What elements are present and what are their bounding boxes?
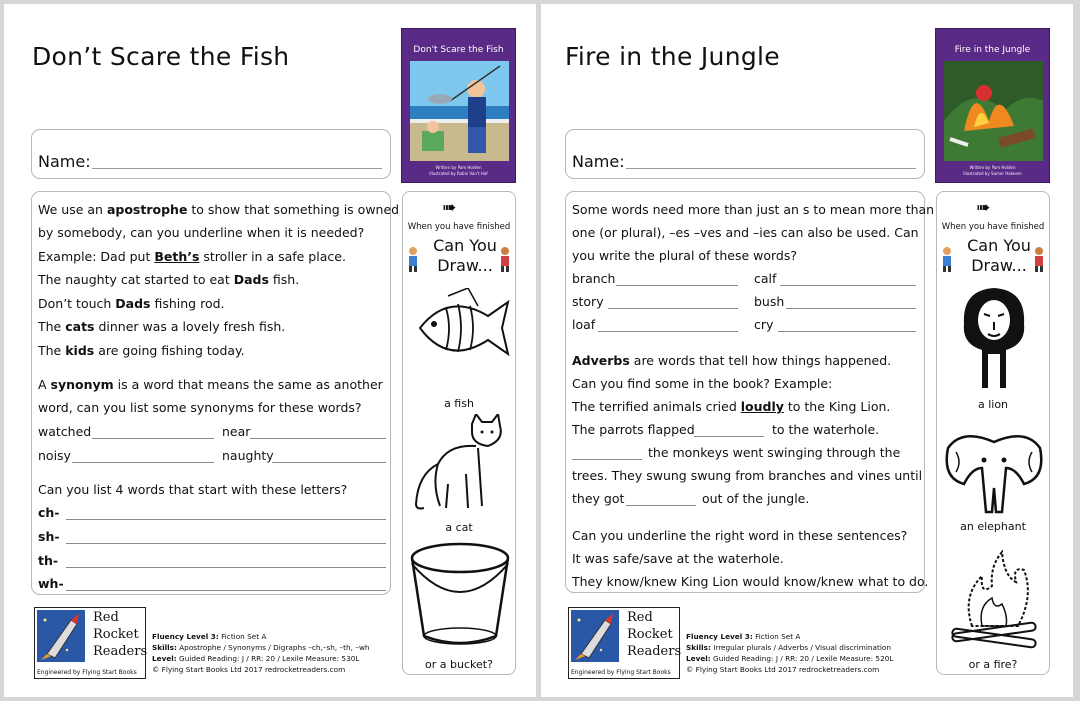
logo-engineered: Engineered by Flying Start Books [571,669,671,676]
instruction-line [572,353,891,369]
letter-label: ch- [38,505,60,520]
info-line [686,653,893,664]
instruction-line: Some words need more than just an s to mean more than [572,202,935,217]
answer-line[interactable] [598,331,738,332]
name-label: Name: [38,152,91,171]
logo-word: Red [627,610,653,625]
example-line [572,399,890,415]
footer [568,607,938,679]
text: The [38,343,66,358]
title-line: Can You [967,236,1031,255]
answer-line[interactable] [694,436,764,437]
answer-line[interactable] [72,462,214,463]
footer [34,607,404,679]
can-you-draw-title [425,236,505,276]
info-line [686,642,893,653]
answer-line[interactable] [780,285,916,286]
logo-word: Readers [627,644,682,659]
answer-line[interactable] [66,519,386,520]
bold-term: cats [65,319,95,334]
worksheet-page-left [4,4,536,697]
example-line [38,249,346,265]
info-label: Fluency Level 3: [152,632,219,641]
info-label: Fluency Level 3: [686,632,753,641]
sentence-line: The parrots flapped [572,422,695,437]
bold-term: Adverbs [572,353,630,368]
letter-label: th- [38,553,59,568]
elephant-drawing [942,428,1046,514]
sentence-line: out of the jungle. [702,491,810,506]
book-info [686,631,893,675]
instruction-line: by somebody, can you underline when it is needed? [38,225,365,240]
name-line[interactable] [626,168,916,169]
info-line [686,631,893,642]
text: A [38,377,51,392]
answer-line[interactable] [572,459,642,460]
instruction-line: one (or plural), –es –ves and –ies can also be used. Can [572,225,919,240]
finished-note: When you have finished [941,222,1045,232]
name-label: Name: [572,152,625,171]
book-cover [935,28,1050,183]
sentence-line [38,319,285,335]
child-icon [941,246,953,272]
page-title: Fire in the Jungle [565,42,780,71]
cover-credit: Written by Pam Holden [435,165,482,170]
info-text: Fiction Set A [752,632,801,641]
info-line [152,631,370,642]
info-label: Skills: [152,643,177,652]
rocket-icon [37,610,85,662]
name-box [565,129,925,179]
info-text: Guided Reading: J / RR: 20 / Lexile Measure: 530L [176,654,360,663]
arrow-icon: ➠ [442,198,457,218]
text: are going fishing today. [94,343,245,358]
word-label: bush [754,294,785,309]
worksheet-page-right [541,4,1073,697]
answer-line[interactable] [66,567,386,568]
logo-word: Readers [93,644,148,659]
bold-term: Dads [115,296,151,311]
info-line [152,653,370,664]
instruction-line: word, can you list some synonyms for these words? [38,400,362,415]
logo-word: Rocket [93,627,139,642]
cover-title: Don't Scare the Fish [413,45,504,55]
word-label: branch [572,271,616,286]
info-text: Apostrophe / Synonyms / Digraphs –ch,–sh, –th, –wh [176,643,370,652]
exercise-box [31,191,400,595]
answer-line[interactable] [66,543,386,544]
drawing-caption: a lion [977,398,1009,411]
child-icon [407,246,419,272]
answer-line[interactable] [626,505,696,506]
answer-line[interactable] [616,285,738,286]
logo-word: Red [93,610,119,625]
text: fishing rod. [150,296,225,311]
sentence-line [38,272,299,288]
instruction-line: Can you find some in the book? Example: [572,376,833,391]
letter-label: wh- [38,576,64,591]
bucket-drawing [408,540,512,648]
word-label: noisy [38,448,71,463]
book-info [152,631,370,675]
sentence-line: They know/knew King Lion would know/knew what to do. [572,574,929,589]
word-label: story [572,294,604,309]
text: to the King Lion. [783,399,891,414]
title-line: Draw... [437,256,493,275]
info-line [152,664,370,675]
sentence-line: the monkeys went swinging through the [648,445,901,460]
bold-term: apostrophe [106,202,188,217]
finished-note: When you have finished [407,222,511,232]
bold-term: synonym [50,377,114,392]
word-label: loaf [572,317,596,332]
book-cover [401,28,516,183]
text: Don’t touch [38,296,116,311]
word-label: naughty [222,448,274,463]
sentence-line: trees. They swung swung from branches and vines until [572,468,923,483]
text: The terrified animals cried [572,399,741,414]
drawing-panel [936,191,1050,675]
word-label: watched [38,424,92,439]
sentence-line: It was safe/save at the waterhole. [572,551,784,566]
instruction-line [38,202,399,218]
letter-label: sh- [38,529,60,544]
text: are words that tell how things happened. [629,353,892,368]
instruction-line: Can you list 4 words that start with these letters? [38,482,348,497]
drawing-caption: or a fire? [968,658,1018,671]
bold-term: Dads [233,272,269,287]
sentence-line [38,343,245,359]
sentence-line [38,296,225,312]
logo-word: Rocket [627,627,673,642]
sentence-line: they got [572,491,625,506]
red-rocket-readers-logo [34,607,146,679]
red-rocket-readers-logo [568,607,680,679]
text: stroller in a safe place. [199,249,346,264]
text: is a word that means the same as another [113,377,383,392]
exercise-box [565,191,935,593]
drawing-caption: a cat [445,521,473,534]
cover-title: Fire in the Jungle [954,45,1031,55]
cover-illustration [944,61,1043,161]
instruction-line: you write the plural of these words? [572,248,797,263]
page-title: Don’t Scare the Fish [32,42,290,71]
arrow-icon: ➠ [976,198,991,218]
bold-term: loudly [740,399,784,414]
cover-credit: Illustrated by Robin Van't Hof [429,171,488,176]
name-line[interactable] [92,168,382,169]
info-text: © Flying Start Books Ltd 2017 redrocketreaders.com [152,665,346,674]
answer-line[interactable] [66,590,386,591]
text: to show that something is owned [187,202,400,217]
name-box [31,129,391,179]
text: We use an [38,202,107,217]
info-label: Level: [686,654,711,663]
lion-drawing [942,284,1046,394]
title-line: Draw... [971,256,1027,275]
text: The naughty cat started to eat [38,272,234,287]
answer-line[interactable] [92,438,214,439]
answer-line[interactable] [608,308,738,309]
drawing-caption: a fish [444,397,474,410]
answer-line[interactable] [272,462,386,463]
text: dinner was a lovely fresh fish. [94,319,286,334]
cat-drawing [408,414,512,514]
drawing-caption: or a bucket? [425,658,493,671]
text: fish. [268,272,300,287]
title-line: Can You [433,236,497,255]
info-label: Skills: [686,643,711,652]
text: Example: Dad put [38,249,155,264]
text: The [38,319,66,334]
word-label: calf [754,271,777,286]
info-text: Fiction Set A [218,632,267,641]
info-label: Level: [152,654,177,663]
drawing-caption: an elephant [960,520,1026,533]
answer-line[interactable] [786,308,916,309]
rocket-icon [571,610,619,662]
drawing-panel [402,191,516,675]
logo-engineered: Engineered by Flying Start Books [37,669,137,676]
cover-credit: Written by Pam Holden [969,165,1016,170]
cover-illustration [410,61,509,161]
info-line [686,664,893,675]
instruction-line: Can you underline the right word in these sentences? [572,528,908,543]
fish-drawing [408,288,512,370]
info-line [152,642,370,653]
word-label: cry [754,317,774,332]
fire-drawing [942,546,1046,652]
cover-credit: Illustrated by Samer Hakeem [963,171,1022,176]
answer-line[interactable] [250,438,386,439]
sentence-line: to the waterhole. [772,422,880,437]
info-text: © Flying Start Books Ltd 2017 redrocketreaders.com [686,665,880,674]
word-label: near [222,424,251,439]
answer-line[interactable] [778,331,916,332]
info-text: Irregular plurals / Adverbs / Visual discrimination [710,643,891,652]
bold-term: Beth’s [154,249,200,264]
info-text: Guided Reading: J / RR: 20 / Lexile Measure: 520L [710,654,894,663]
bold-term: kids [65,343,95,358]
instruction-line [38,377,383,393]
can-you-draw-title [959,236,1039,276]
